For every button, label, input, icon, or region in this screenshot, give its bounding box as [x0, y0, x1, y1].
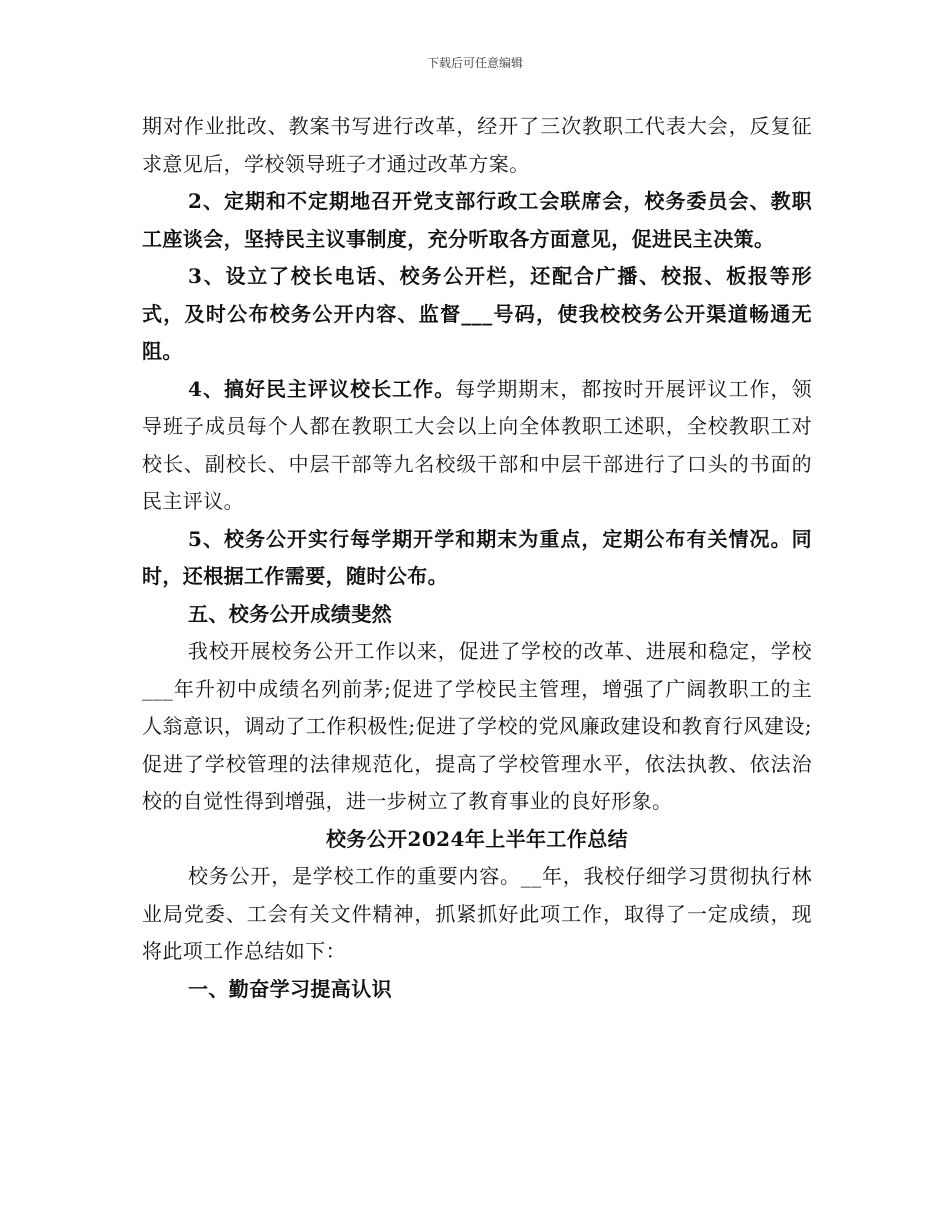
- section-heading-1: 一、勤奋学习提高认识: [188, 976, 392, 1001]
- paragraph-continuation: 期对作业批改、教案书写进行改革，经开了三次教职工代表大会，反复征求意见后，学校领导班子才通过改革方案。: [142, 114, 812, 176]
- paragraph-achievements: 我校开展校务公开工作以来，促进了学校的改革、进展和稳定，学校___年升初中成绩名列前茅;促进了学校民主管理，增强了广阔教职工的主人翁意识，调动了工作积极性;促进了学校的党风廉政建设和教育行风建设;促进了学校管理的法律规范化，提高了学校管理水平，依法执教、依法治校的自觉性得到增强，进一步树立了教育事业的良好形象。: [142, 639, 812, 813]
- paragraph-item-4: [142, 371, 812, 521]
- document-title: 校务公开2024年上半年工作总结: [325, 826, 629, 851]
- paragraph-item-3: 3、设立了校长电话、校务公开栏，还配合广播、校报、板报等形式，及时公布校务公开内容、监督___号码，使我校校务公开渠道畅通无阻。: [142, 264, 812, 363]
- paragraph-intro: 校务公开，是学校工作的重要内容。__年，我校仔细学习贯彻执行林业局党委、工会有关文件精神，抓紧抓好此项工作，取得了一定成绩，现将此项工作总结如下：: [142, 864, 812, 963]
- paragraph-item-5: 5、校务公开实行每学期开学和期末为重点，定期公布有关情况。同时，还根据工作需要，随时公布。: [142, 526, 812, 588]
- document-body: [142, 108, 812, 1008]
- paragraph-item-2: 2、定期和不定期地召开党支部行政工会联席会，校务委员会、教职工座谈会，坚持民主议事制度，充分听取各方面意见，促进民主决策。: [142, 189, 812, 251]
- section-heading-5: 五、校务公开成绩斐然: [188, 601, 392, 626]
- paragraph-item-4-lead: 4、搞好民主评议校长工作。: [188, 376, 456, 401]
- page-header-note: 下载后可任意编辑: [426, 56, 523, 70]
- paragraph-item-4-body: 每学期期末，都按时开展评议工作，领导班子成员每个人都在教职工大会以上向全体教职工述职，全校教职工对校长、副校长、中层干部等九名校级干部和中层干部进行了口头的书面的民主评议。: [142, 376, 812, 513]
